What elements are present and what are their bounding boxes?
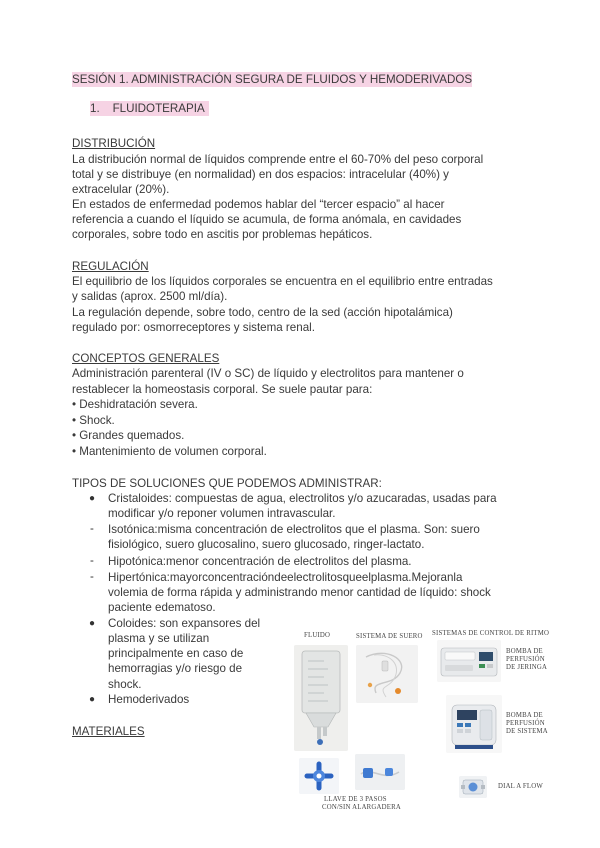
syringe-pump-image: [437, 640, 501, 682]
label-bomba-sistema: BOMBA DE PERFUSIÓN DE SISTEMA: [506, 712, 548, 735]
section-heading: [90, 101, 209, 116]
section-label: FLUIDOTERAPIA: [112, 102, 205, 115]
conceptos-line: restablecer la homeostasis corporal. Se suele pautar para:: [72, 383, 373, 396]
stopcock-extension-image: [355, 754, 405, 790]
dash-hipotonica: -: [90, 554, 94, 567]
regulacion-heading: REGULACIÓN: [72, 260, 149, 273]
distribucion-line: La distribución normal de líquidos comprende entre el 60-70% del peso corporal: [72, 153, 484, 166]
distribucion-line: total y se distribuye (en normalidad) en dos espacios: intracelular (40%) y: [72, 168, 449, 181]
distribucion-line: referencia a cuando el líquido se acumula, de forma anómala, en cavidades: [72, 213, 462, 226]
hipertonica-line: Hipertónica:mayorconcentracióndeelectrolitosqueelplasma.Mejoranla: [108, 571, 463, 584]
stopcock-extension-photo: [355, 754, 405, 790]
dial-a-flow-image: [459, 776, 487, 798]
isotonica-line: Isotónica:misma concentración de electrolitos que el plasma. Son: suero: [108, 523, 480, 536]
conceptos-item: • Grandes quemados.: [72, 429, 185, 442]
regulacion-line: regulado por: osmorreceptores y sistema renal.: [72, 321, 315, 334]
label-dial: DIAL A FLOW: [498, 783, 543, 790]
regulacion-line: El equilibrio de los líquidos corporales se encuentra en el equilibrio entre entradas: [72, 275, 493, 288]
coloides-line: hemorragias y/o riesgo de: [108, 662, 243, 675]
label-bomba-jeringa: BOMBA DE PERFUSIÓN DE JERINGA: [506, 648, 548, 671]
hipertonica-line: volemia de forma rápida y administrando menor cantidad de líquido: shock: [108, 586, 491, 599]
dash-isotonica: -: [90, 522, 94, 535]
conceptos-item: • Mantenimiento de volumen corporal.: [72, 445, 267, 458]
conceptos-item: • Deshidratación severa.: [72, 398, 198, 411]
conceptos-item: • Shock.: [72, 414, 115, 427]
tipos-heading: TIPOS DE SOLUCIONES QUE PODEMOS ADMINISTRAR:: [72, 477, 382, 490]
conceptos-heading: CONCEPTOS GENERALES: [72, 352, 220, 365]
hipertonica-line: paciente edematoso.: [108, 601, 216, 614]
distribucion-line: En estados de enfermedad podemos hablar del “tercer espacio” al hacer: [72, 198, 445, 211]
stopcock-photo: [299, 758, 339, 794]
distribucion-line: corporales, sobre todo en ascitis por problemas hepáticos.: [72, 228, 373, 241]
hipotonica-line: Hipotónica:menor concentración de electrolitos del plasma.: [108, 555, 412, 568]
distribucion-line: extracelular (20%).: [72, 183, 170, 196]
label-sistemas-control: SISTEMAS DE CONTROL DE RITMO: [432, 630, 550, 637]
label-sistema-suero: SISTEMA DE SUERO: [356, 633, 423, 640]
iv-set-photo: [356, 645, 418, 703]
fluid-bag-photo: [294, 645, 348, 751]
isotonica-line: fisiológico, suero glucosalino, suero glucosado, ringer-lactato.: [108, 538, 425, 551]
bullet-cristaloides: ●: [89, 493, 96, 504]
dash-hipertonica: -: [90, 570, 94, 583]
regulacion-line: y salidas (aprox. 2500 ml/día).: [72, 290, 228, 303]
stopcock-image: [299, 758, 339, 794]
coloides-line: principalmente en caso de: [108, 647, 244, 660]
label-llave: LLAVE DE 3 PASOS CON/SIN ALARGADERA: [322, 796, 401, 811]
conceptos-line: Administración parenteral (IV o SC) de líquido y electrolitos para mantener o: [72, 367, 464, 380]
section-number: 1.: [90, 102, 100, 115]
volumetric-pump-photo: [446, 695, 502, 753]
bullet-coloides: ●: [89, 618, 96, 629]
hemoderivados-line: Hemoderivados: [108, 693, 190, 706]
bullet-hemoderivados: ●: [89, 694, 96, 705]
document-title: SESIÓN 1. ADMINISTRACIÓN SEGURA DE FLUIDOS Y HEMODERIVADOS: [72, 73, 473, 86]
iv-set-image: [356, 645, 418, 703]
label-fluido: FLUIDO: [304, 632, 331, 639]
volumetric-pump-image: [446, 695, 502, 753]
dial-a-flow-photo: [459, 776, 487, 798]
regulacion-line: La regulación depende, sobre todo, centro de la sed (acción hipotalámica): [72, 306, 453, 319]
materiales-heading: MATERIALES: [72, 725, 145, 738]
cristaloides-line: Cristaloides: compuestas de agua, electrolitos y/o azucaradas, usadas para: [108, 492, 497, 505]
distribucion-heading: DISTRIBUCIÓN: [72, 137, 156, 150]
syringe-pump-photo: [437, 640, 501, 682]
coloides-line: plasma y se utilizan: [108, 632, 210, 645]
coloides-line: Coloides: son expansores del: [108, 617, 261, 630]
cristaloides-line: modificar y/o reponer volumen intravascular.: [108, 507, 336, 520]
fluid-bag-image: [294, 645, 348, 751]
coloides-line: shock.: [108, 678, 142, 691]
